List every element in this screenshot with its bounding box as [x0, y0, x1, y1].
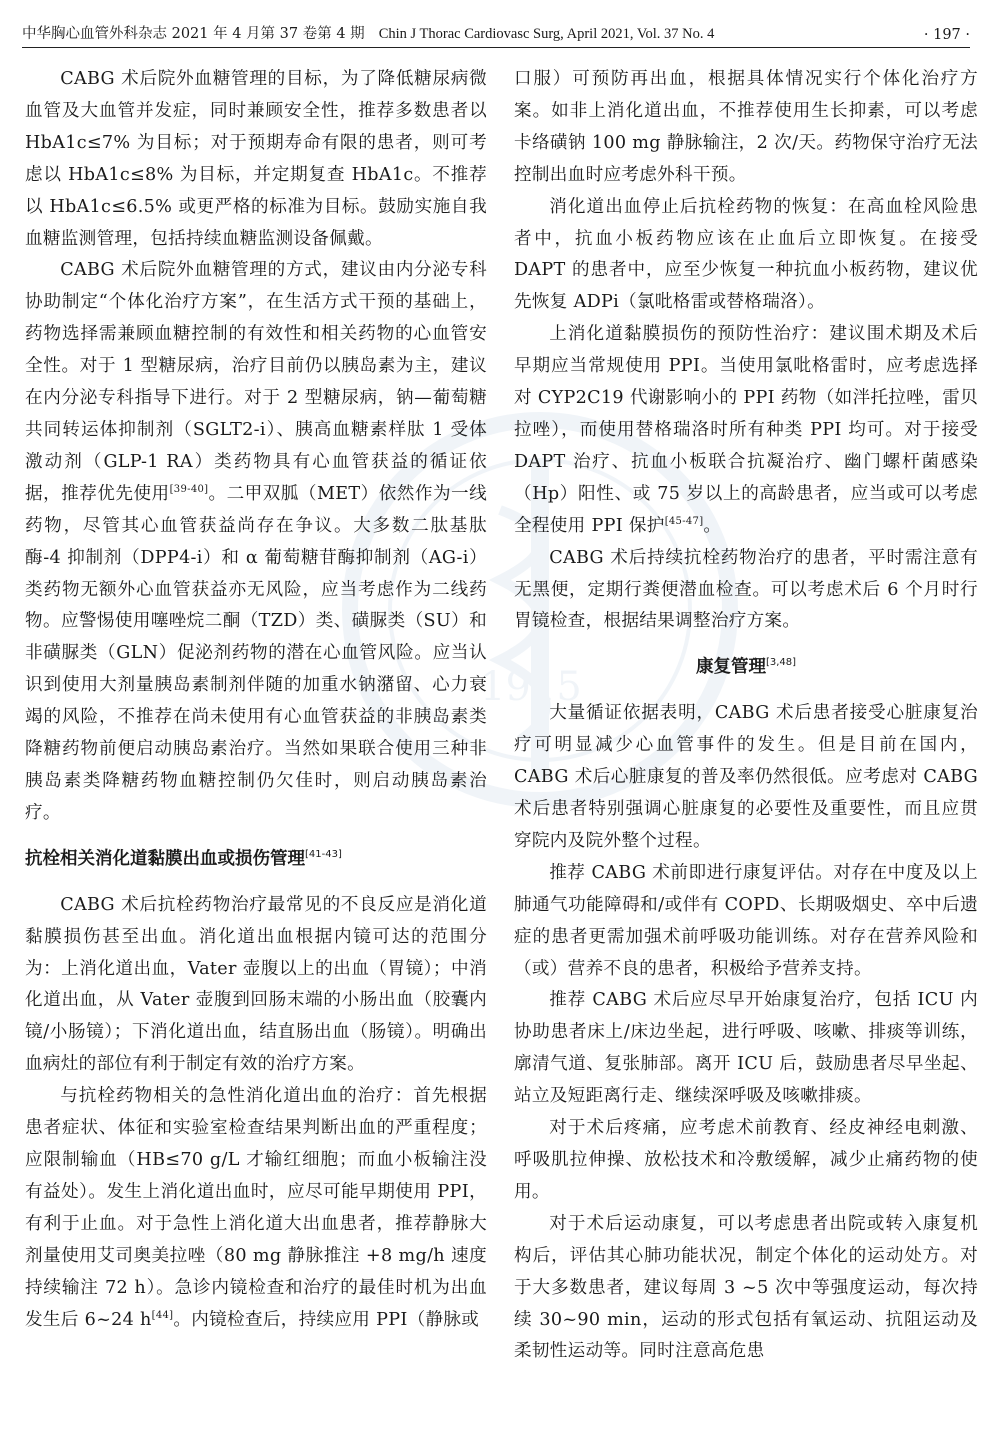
paragraph: 对于术后疼痛，应考虑术前教育、经皮神经电刺激、呼吸肌拉伸操、放松技术和冷敷缓解，减少止痛药物的使用。: [514, 1118, 978, 1202]
paragraph: CABG 术后抗栓药物治疗最常见的不良反应是消化道黏膜损伤甚至出血。消化道出血根据内镜可达的范围分为：上消化道出血，Vater 壶腹以上的出血（胃镜）；中消化道出血，从 Vater 壶腹到回肠末端的小肠出血（胶囊内镜/小肠镜）；下消化道出血，结直肠出血（肠镜）。明确出血病灶的部位有利于制定有效的治疗方案。: [25, 894, 487, 1075]
watermark-year: 1915: [480, 664, 582, 710]
paragraph: 上消化道黏膜损伤的预防性治疗：建议围术期及术后早期应当常规使用 PPI。当使用氯吡格雷时，应考虑选择对 CYP2C19 代谢影响小的 PPI 药物（如泮托拉唑，雷贝拉唑），而使用替格瑞洛时所有种类 PPI 均可。对于接受 DAPT 治疗、抗血小板联合抗凝治疗、幽门螺杆菌感染（Hp）阳性、或 75 岁以上的高龄患者，应当或可以考虑全程使用 PPI 保护[45-47]。: [514, 324, 978, 536]
section-heading: 抗栓相关消化道黏膜出血或损伤管理[41-43]: [25, 848, 342, 869]
page-number: · 197 ·: [923, 27, 970, 43]
running-header: [22, 14, 970, 48]
paragraph: CABG 术后院外血糖管理的方式，建议由内分泌专科协助制定“个体化治疗方案”，在生活方式干预的基础上，药物选择需兼顾血糖控制的有效性和相关药物的心血管安全性。对于 1 型糖尿病，治疗目前仍以胰岛素为主，建议在内分泌专科指导下进行。对于 2 型糖尿病，钠—葡萄糖共同转运体抑制剂（SGLT2-i）、胰高血糖素样肽 1 受体激动剂（GLP-1 RA）类药物具有心血管获益的循证依据，推荐优先使用[39-40]。二甲双胍（MET）依然作为一线药物，尽管其心血管获益尚存在争议。大多数二肽基肽酶-4 抑制剂（DPP4-i）和 α 葡萄糖苷酶抑制剂（AG-i）类药物无额外心血管获益亦无风险，应当考虑作为二线药物。应警惕使用噻唑烷二酮（TZD）类、磺脲类（SU）和非磺脲类（GLN）促泌剂药物的潜在心血管风险。应当认识到使用大剂量胰岛素制剂伴随的加重水钠潴留、心力衰竭的风险，不推荐在尚未使用有心血管获益的非胰岛素类降糖药物前便启动胰岛素治疗。当然如果联合使用三种非胰岛素类降糖药物血糖控制仍欠佳时，则启动胰岛素治疗。: [25, 260, 487, 823]
right-column: [514, 64, 978, 1368]
left-column: [25, 64, 487, 1336]
paragraph: 与抗栓药物相关的急性消化道出血的治疗：首先根据患者症状、体征和实验室检查结果判断出血的严重程度；应限制输血（HB≤70 g/L 才输红细胞；而血小板输注没有益处）。发生上消化道出血时，应尽可能早期使用 PPI，有利于止血。对于急性上消化道大出血患者，推荐静脉大剂量使用艾司奥美拉唑（80 mg 静脉推注 +8 mg/h 速度持续输注 72 h）。急诊内镜检查和治疗的最佳时机为出血发生后 6~24 h[44]。内镜检查后，持续应用 PPI（静脉或: [25, 1086, 487, 1330]
paragraph: 对于术后运动康复，可以考虑患者出院或转入康复机构后，评估其心肺功能状况，制定个体化的运动处方。对于大多数患者，建议每周 3 ~5 次中等强度运动，每次持续 30~90 min，运动的形式包括有氧运动、抗阻运动及柔韧性运动等。同时注意高危患: [514, 1213, 978, 1362]
citation: [41-43]: [305, 848, 342, 860]
citation: [45-47]: [664, 515, 704, 527]
paragraph: CABG 术后院外血糖管理的目标，为了降低糖尿病微血管及大血管并发症，同时兼顾安全性，推荐多数患者以 HbA1c≤7% 为目标；对于预期寿命有限的患者，则可考虑以 HbA1c≤8% 为目标，并定期复查 HbA1c。不推荐以 HbA1c≤6.5% 或更严格的标准为目标。鼓励实施自我血糖监测管理，包括持续血糖监测设备佩戴。: [25, 69, 487, 249]
paragraph: 消化道出血停止后抗栓药物的恢复：在高血栓风险患者中，抗血小板药物应该在止血后立即恢复。在接受 DAPT 的患者中，应至少恢复一种抗血小板药物，建议优先恢复 ADPi（氯吡格雷或替格瑞洛）。: [514, 196, 978, 313]
paragraph: CABG 术后持续抗栓药物治疗的患者，平时需注意有无黑便，定期行粪便潜血检查。可以考虑术后 6 个月时行胃镜检查，根据结果调整治疗方案。: [514, 547, 978, 632]
citation: [39-40]: [169, 483, 209, 495]
journal-title-en: Chin J Thorac Cardiovasc Surg, April 2021, Vol. 37 No. 4: [378, 26, 715, 42]
paragraph: 推荐 CABG 术后应尽早开始康复治疗，包括 ICU 内协助患者床上/床边坐起，进行呼吸、咳嗽、排痰等训练，廓清气道、复张肺部。离开 ICU 后，鼓励患者尽早坐起、站立及短距离行走、继续深呼吸及咳嗽排痰。: [514, 990, 978, 1107]
journal-title-cn: 中华胸心血管外科杂志 2021 年 4 月第 37 卷第 4 期: [22, 26, 365, 42]
citation: [44]: [151, 1309, 174, 1321]
paragraph: 大量循证依据表明，CABG 术后患者接受心脏康复治疗可明显减少心血管事件的发生。但是目前在国内，CABG 术后心脏康复的普及率仍然很低。应考虑对 CABG 术后患者特别强调心脏康复的必要性及重要性，而且应贯穿院内及院外整个过程。: [514, 703, 978, 851]
paragraph: 口服）可预防再出血，根据具体情况实行个体化治疗方案。如非上消化道出血，不推荐使用生长抑素，可以考虑卡络磺钠 100 mg 静脉输注，2 次/天。药物保守治疗无法控制出血时应考虑外科干预。: [514, 69, 978, 185]
paragraph: 推荐 CABG 术前即进行康复评估。对存在中度及以上肺通气功能障碍和/或伴有 COPD、长期吸烟史、卒中后遗症的患者更需加强术前呼吸功能训练。对存在营养风险和（或）营养不良的患者，积极给予营养支持。: [514, 862, 978, 979]
citation: [3,48]: [765, 657, 797, 669]
section-heading: 康复管理[3,48]: [695, 657, 797, 678]
